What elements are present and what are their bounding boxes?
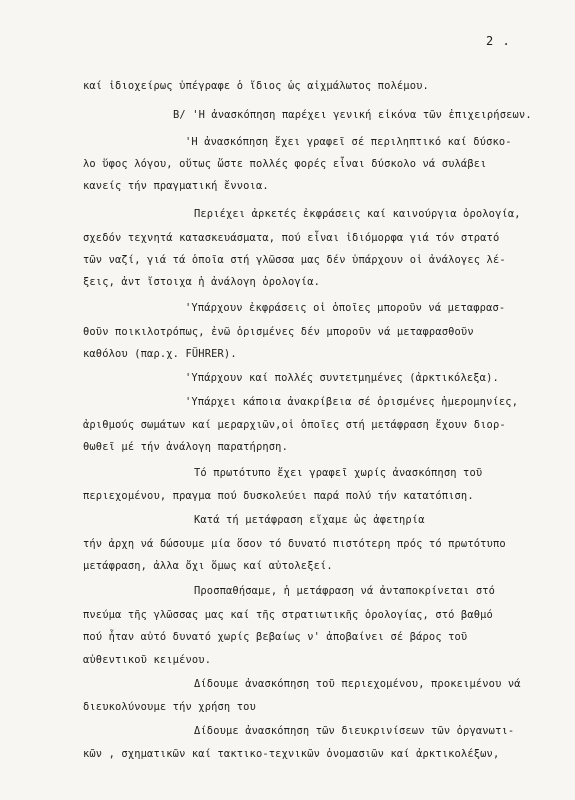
text-line: μετάφραση, ἀλλα ὄχι ὅμως καί αὐτολεξεί. [83, 560, 333, 572]
text-line: πού ἦταν αὐτό δυνατό χωρίς βεβαίως ν' ἀποβαίνει σέ βάρος τοῦ [83, 631, 468, 643]
text-line: B/ 'Η ἀνασκόπηση παρέχει γενική εἰκόνα τῶν ἐπιχειρήσεων. [173, 109, 532, 121]
text-line: διευκολύνουμε τήν χρήση του [83, 701, 256, 713]
text-line: τῶν ναζί, γιά τά ὁποῖα στή γλῶσσα μας δέν ὑπάρχουν οἱ ἀνάλογες λέ- [83, 254, 506, 266]
text-line: 'Υπάρχουν καί πολλές συντετμημένες (ἀρκτικόλεξα). [185, 372, 499, 384]
text-line: Περιέχει ἀρκετές ἐκφράσεις καί καινούργια ὀρολογία, [194, 208, 521, 220]
text-line: κῶν , σχηματικῶν καί τακτικο-τεχνικῶν ὀνομασιῶν καί ἀρκτικολέξων, [83, 748, 500, 760]
text-line: Δίδουμε ἀνασκόπηση τῶν διευκρινίσεων τῶν ὀργανωτι- [194, 725, 515, 737]
text-line: πνεύμα τῆς γλῶσσας μας καί τῆς στρατιωτικῆς ὁρολογίας, στό βαθμό [83, 609, 493, 621]
text-line: σχεδόν τεχνητά κατασκευάσματα, πού εἶναι ἰδιόμορφα γιά τόν στρατό [83, 232, 500, 244]
page-number: 2 . [486, 34, 511, 48]
text-line: λο ὕφος λόγου, οὕτως ὥστε πολλές φορές εἶναι δύσκολο νά συλάβει [83, 158, 487, 170]
text-line: καθόλου (παρ.χ. FÜHRER). [83, 348, 237, 360]
text-line: Κατά τή μετάφραση εἴχαμε ὡς ἀφετηρία [194, 514, 425, 526]
text-line: θοῦν ποικιλοτρόπως, ἐνῶ ὁρισμένες δέν μποροῦν νά μεταφρασθοῦν [83, 326, 474, 338]
text-line: Προσπαθήσαμε, ἡ μετάφραση νά ἀνταποκρίνεται στό [194, 585, 496, 597]
text-line: 'Υπάρχει κάποια ἀνακρίβεια σέ ὁρισμένες ἡμερομηνίες, [185, 396, 519, 408]
text-line: Δίδουμε ἀνασκόπηση τοῦ περιεχομένου, προκειμένου νά [194, 678, 521, 690]
text-line: περιεχομένου, πραγμα πού δυσκολεύει παρά πολύ τήν κατατόπιση. [83, 490, 474, 502]
text-line: Τό πρωτότυπο ἔχει γραφεῖ χωρίς ἀνασκόπηση τοῦ [194, 467, 483, 479]
text-line: ξεις, ἀντ ἴστοιχα ἡ ἀνάλογη ὀρολογία. [83, 276, 321, 288]
text-line: καί ἰδιοχείρως ὑπέγραφε ὁ ἴδιος ὡς αἰχμάλωτος πολέμου. [83, 80, 429, 92]
text-line: θωθεῖ μέ τήν ἀνάλογη παρατήρηση. [83, 441, 288, 453]
text-line: 'Η ἀνασκόπηση ἔχει γραφεῖ σέ περιληπτικό καί δύσκο- [185, 136, 512, 148]
text-line: κανείς τήν πραγματική ἔννοια. [83, 180, 269, 192]
text-line: ἀριθμούς σωμάτων καί μεραρχιῶν,οἱ ὁποῖες στή μετάφραση ἔχουν διορ- [83, 419, 506, 431]
text-line: αὐθεντικοῦ κειμένου. [83, 654, 212, 666]
text-line: τήν ἀρχη νά δώσουμε μία ὅσον τό δυνατό πιστότερη πρός τό πρωτότυπο [83, 538, 506, 550]
text-line: 'Υπάρχουν ἐκφράσεις οἱ ὁποῖες μποροῦν νά μεταφρασ- [185, 302, 506, 314]
